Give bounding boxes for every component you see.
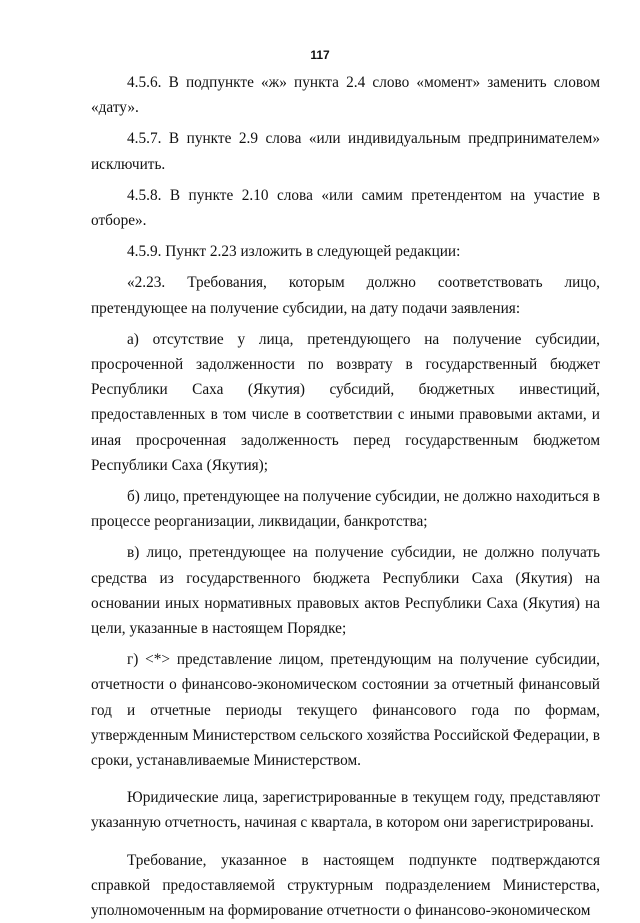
paragraph-4-5-9: 4.5.9. Пункт 2.23 изложить в следующей редакции: (127, 243, 461, 261)
paragraph-2-23-intro: «2.23. Требования, которым должно соответствовать лицо, претендующее на получение субсидии, на дату подачи заявления: (91, 274, 600, 317)
paragraph-legal-entities: Юридические лица, зарегистрированные в текущем году, представляют указанную отчетность, начиная с квартала, в котором они зарегистрированы. (91, 789, 600, 832)
paragraph-4-5-8: 4.5.8. В пункте 2.10 слова «или самим претендентом на участие в отборе». (91, 186, 600, 230)
paragraph-item-v: в) лицо, претендующее на получение субсидии, не должно получать средства из государственного бюджета Республики Саха (Якутия) на основании иных нормативных правовых актов Республики Саха (Якутия) на цели, указанные в настоящем Порядке; (91, 544, 600, 638)
paragraph-4-5-6: 4.5.6. В подпункте «ж» пункта 2.4 слово «момент» заменить словом «дату». (91, 74, 600, 117)
paragraph-item-b: б) лицо, претендующее на получение субсидии, не должно находиться в процессе реорганизации, ликвидации, банкротства; (91, 488, 600, 531)
paragraph-item-a: а) отсутствие у лица, претендующего на получение субсидии, просроченной задолженности по возврату в государственный бюджет Республики Саха (Якутия) субсидий, бюджетных инвестиций, предоставленных в том числе в соответствии с иными правовыми актами, и иная просроченная задолженность перед государственным бюджетом Республики Саха (Якутия); (91, 330, 600, 474)
paragraph-requirement: Требование, указанное в настоящем подпункте подтверждаются справкой предоставляемой структурным подразделением Министерства, уполномоченным на формирование отчетности о финансово-экономическом (91, 851, 600, 920)
paragraph-4-5-7: 4.5.7. В пункте 2.9 слова «или индивидуальным предпринимателем» исключить. (91, 130, 600, 173)
document-body (91, 70, 600, 923)
page-number: 117 (310, 48, 330, 62)
paragraph-item-g: г) <*> представление лицом, претендующим на получение субсидии, отчетности о финансово-экономическом состоянии за отчетный финансовый год и отчетные периоды текущего финансового года по формам, утвержденным Министерством сельского хозяйства Российской Федерации, в сроки, устанавливаемые Министерством. (91, 651, 600, 770)
